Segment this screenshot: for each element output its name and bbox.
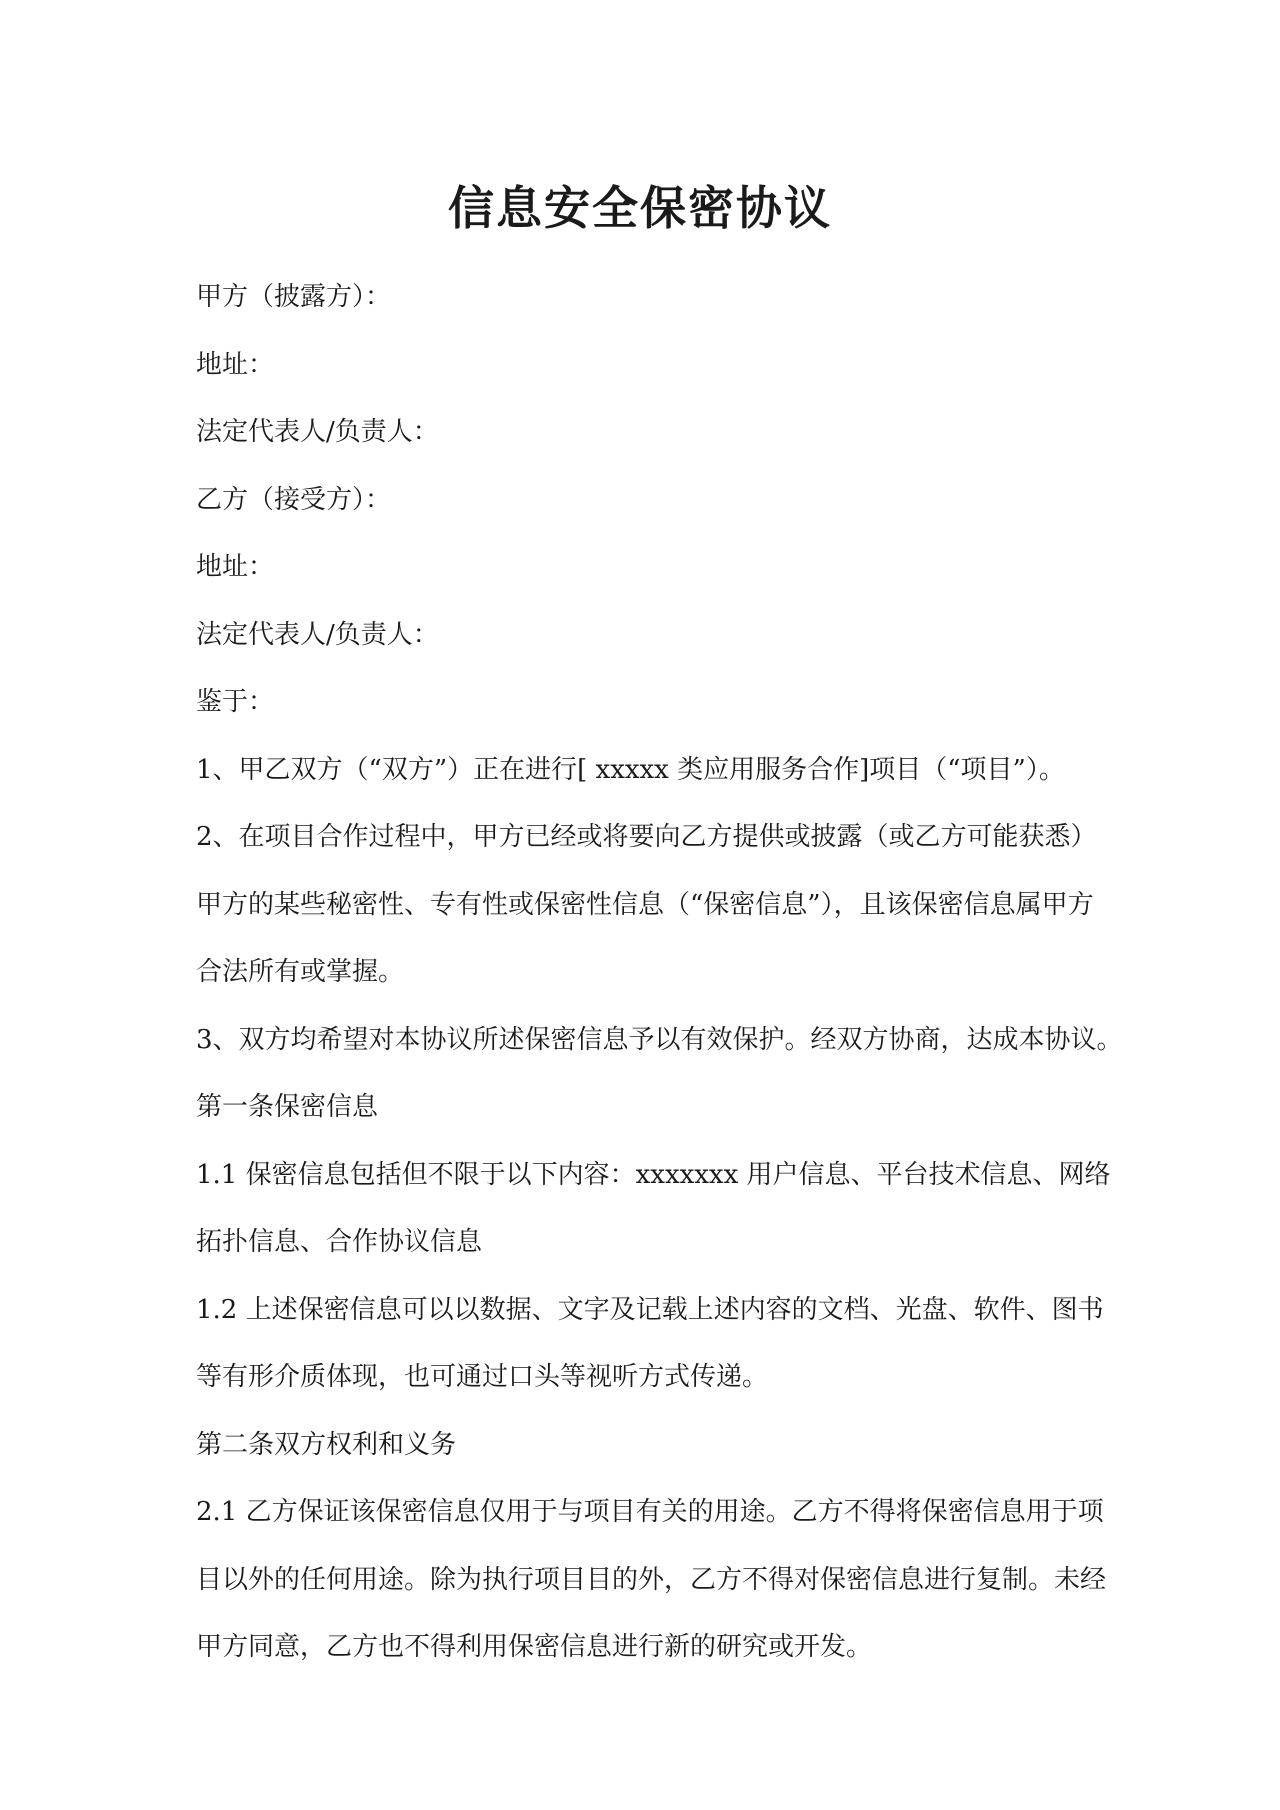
party-a-representative: 法定代表人/负责人： [196,417,439,447]
party-a-label: 甲方（披露方）： [196,282,392,312]
article-2-line: 目以外的任何用途。除为执行项目目的外，乙方不得对保密信息进行复制。未经 [196,1564,1107,1595]
document-title: 信息安全保密协议 [448,181,832,235]
article-2-line: 甲方同意，乙方也不得利用保密信息进行新的研究或开发。 [196,1632,873,1662]
party-b-address: 地址： [196,552,275,582]
article-1-heading: 第一条保密信息 [196,1092,379,1122]
article-1-line: 1.2 上述保密信息可以以数据、文字及记载上述内容的文档、光盘、软件、图书 [196,1294,1104,1325]
party-b-label: 乙方（接受方）： [196,484,392,515]
recital-line: 甲方的某些秘密性、专有性或保密性信息（“保密信息”），且该保密信息属甲方 [196,889,1094,920]
recital-line: 3、双方均希望对本协议所述保密信息予以有效保护。经双方协商，达成本协议。 [196,1024,1123,1055]
recital-line: 2、在项目合作过程中，甲方已经或将要向乙方提供或披露（或乙方可能获悉） [196,822,1097,852]
whereas-label: 鉴于： [196,687,275,717]
recital-line: 1、甲乙双方（“双方”）正在进行[ xxxxx 类应用服务合作]项目（“项目”）。 [196,754,1065,785]
document-body [196,264,1123,1682]
article-1-line: 1.1 保密信息包括但不限于以下内容：xxxxxxx 用户信息、平台技术信息、网络 [196,1159,1111,1190]
article-2-heading: 第二条双方权利和义务 [196,1429,457,1460]
article-2-line: 2.1 乙方保证该保密信息仅用于与项目有关的用途。乙方不得将保密信息用于项 [196,1497,1104,1527]
party-b-representative: 法定代表人/负责人： [196,619,439,650]
recital-line: 合法所有或掌握。 [196,957,405,987]
party-a-address: 地址： [196,349,275,380]
article-1-line: 拓扑信息、合作协议信息 [196,1227,483,1257]
article-1-line: 等有形介质体现，也可通过口头等视听方式传递。 [196,1362,769,1392]
